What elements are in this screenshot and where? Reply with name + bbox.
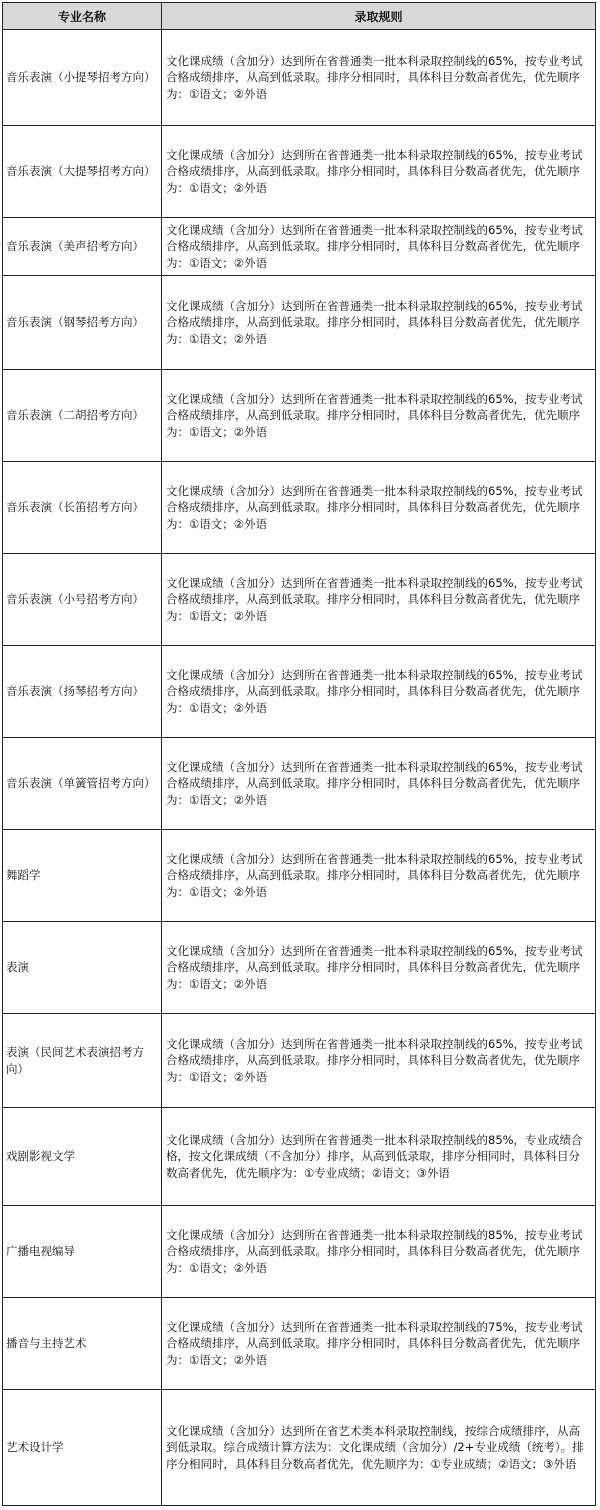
major-name-cell: 艺术设计学 [3,1390,162,1506]
admission-rule-cell: 文化课成绩（含加分）达到所在省普通类一批本科录取控制线的65%，按专业考试合格成绩排序，从高到低录取。排序分相同时，具体科目分数高者优先，优先顺序为：①语文；②外语 [162,830,596,922]
admission-rule-cell: 文化课成绩（含加分）达到所在省普通类一批本科录取控制线的65%，按专业考试合格成绩排序，从高到低录取。排序分相同时，具体科目分数高者优先，优先顺序为：①语文；②外语 [162,922,596,1014]
table-row [3,30,596,126]
admission-rules-table-wrapper [2,2,595,1506]
table-row [3,1390,596,1506]
major-name-cell: 音乐表演（钢琴招考方向） [3,276,162,370]
admission-rules-table [2,2,596,1506]
major-name-cell: 音乐表演（单簧管招考方向） [3,738,162,830]
admission-rule-cell: 文化课成绩（含加分）达到所在省普通类一批本科录取控制线的65%，按专业考试合格成绩排序，从高到低录取。排序分相同时，具体科目分数高者优先，优先顺序为：①语文；②外语 [162,276,596,370]
admission-rule-cell: 文化课成绩（含加分）达到所在省普通类一批本科录取控制线的85%，专业成绩合格，按文化课成绩（不含加分）排序，从高到低录取，排序分相同时，具体科目分数高者优先，优先顺序为：①专业成绩；②语文；③外语 [162,1108,596,1206]
major-name-cell: 音乐表演（美声招考方向） [3,218,162,276]
table-header-row [3,3,596,30]
table-row [3,646,596,738]
table-row [3,738,596,830]
major-name-cell: 音乐表演（小提琴招考方向） [3,30,162,126]
admission-rule-cell: 文化课成绩（含加分）达到所在省普通类一批本科录取控制线的65%，按专业考试合格成绩排序，从高到低录取。排序分相同时，具体科目分数高者优先，优先顺序为：①语文；②外语 [162,1014,596,1108]
table-row [3,554,596,646]
header-major-name: 专业名称 [3,3,162,30]
table-row [3,1014,596,1108]
table-row [3,830,596,922]
admission-rule-cell: 文化课成绩（含加分）达到所在省普通类一批本科录取控制线的65%，按专业考试合格成绩排序，从高到低录取。排序分相同时，具体科目分数高者优先，优先顺序为：①语文；②外语 [162,554,596,646]
table-row [3,462,596,554]
admission-rule-cell: 文化课成绩（含加分）达到所在省普通类一批本科录取控制线的75%，按专业考试合格成绩排序，从高到低录取。排序分相同时，具体科目分数高者优先，优先顺序为：①语文；②外语 [162,1298,596,1390]
table-row [3,1298,596,1390]
major-name-cell: 舞蹈学 [3,830,162,922]
table-row [3,370,596,462]
major-name-cell: 音乐表演（大提琴招考方向） [3,126,162,218]
major-name-cell: 音乐表演（长笛招考方向） [3,462,162,554]
table-row [3,218,596,276]
admission-rule-cell: 文化课成绩（含加分）达到所在省普通类一批本科录取控制线的65%，按专业考试合格成绩排序，从高到低录取。排序分相同时，具体科目分数高者优先，优先顺序为：①语文；②外语 [162,462,596,554]
table-row [3,922,596,1014]
admission-rule-cell: 文化课成绩（含加分）达到所在省普通类一批本科录取控制线的65%，按专业考试合格成绩排序，从高到低录取。排序分相同时，具体科目分数高者优先，优先顺序为：①语文；②外语 [162,738,596,830]
major-name-cell: 播音与主持艺术 [3,1298,162,1390]
admission-rule-cell: 文化课成绩（含加分）达到所在省普通类一批本科录取控制线的85%，按专业考试合格成绩排序，从高到低录取。排序分相同时，具体科目分数高者优先，优先顺序为：①语文；②外语 [162,1206,596,1298]
major-name-cell: 广播电视编导 [3,1206,162,1298]
major-name-cell: 表演 [3,922,162,1014]
table-row [3,1108,596,1206]
admission-rule-cell: 文化课成绩（含加分）达到所在省普通类一批本科录取控制线的65%，按专业考试合格成绩排序，从高到低录取。排序分相同时，具体科目分数高者优先，优先顺序为：①语文；②外语 [162,370,596,462]
major-name-cell: 音乐表演（二胡招考方向） [3,370,162,462]
table-row [3,276,596,370]
major-name-cell: 表演（民间艺术表演招考方向） [3,1014,162,1108]
table-row [3,126,596,218]
major-name-cell: 音乐表演（扬琴招考方向） [3,646,162,738]
admission-rule-cell: 文化课成绩（含加分）达到所在省普通类一批本科录取控制线的65%，按专业考试合格成绩排序，从高到低录取。排序分相同时，具体科目分数高者优先，优先顺序为：①语文；②外语 [162,218,596,276]
table-row [3,1206,596,1298]
header-admission-rule: 录取规则 [162,3,596,30]
admission-rule-cell: 文化课成绩（含加分）达到所在省普通类一批本科录取控制线的65%，按专业考试合格成绩排序，从高到低录取。排序分相同时，具体科目分数高者优先，优先顺序为：①语文；②外语 [162,30,596,126]
admission-rule-cell: 文化课成绩（含加分）达到所在省普通类一批本科录取控制线的65%，按专业考试合格成绩排序，从高到低录取。排序分相同时，具体科目分数高者优先，优先顺序为：①语文；②外语 [162,646,596,738]
admission-rule-cell: 文化课成绩（含加分）达到所在省艺术类本科录取控制线，按综合成绩排序，从高到低录取。综合成绩计算方法为：文化课成绩（含加分）/2+专业成绩（统考）。排序分相同时，具体科目分数高者优先，优先顺序为：①专业成绩；②语文；③外语 [162,1390,596,1506]
admission-rule-cell: 文化课成绩（含加分）达到所在省普通类一批本科录取控制线的65%，按专业考试合格成绩排序，从高到低录取。排序分相同时，具体科目分数高者优先，优先顺序为：①语文；②外语 [162,126,596,218]
major-name-cell: 戏剧影视文学 [3,1108,162,1206]
major-name-cell: 音乐表演（小号招考方向） [3,554,162,646]
